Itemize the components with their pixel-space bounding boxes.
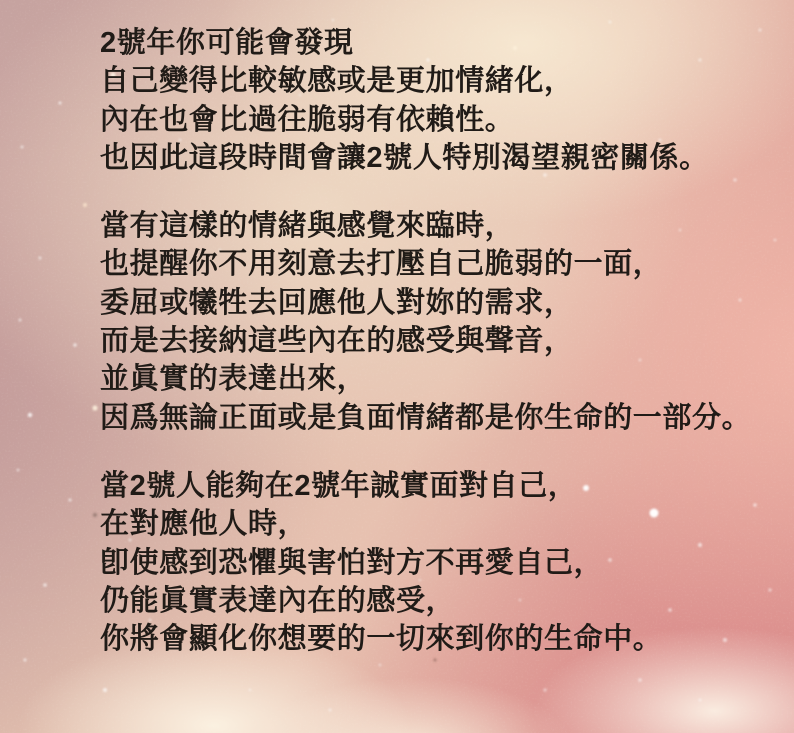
paragraph-3: [100, 467, 760, 658]
text-line: 2號年你可能會發現: [100, 27, 354, 59]
paragraph-2: [100, 207, 760, 437]
text-line: 內在也會比過往脆弱有依賴性。: [100, 103, 515, 136]
text-line: 因爲無論正面或是負面情緒都是你生命的一部分。: [100, 401, 752, 434]
text-line: 也因此這段時間會讓2號人特別渴望親密關係。: [100, 141, 709, 174]
paragraph-1: [100, 24, 760, 177]
text-line: 自己變得比較敏感或是更加情緒化，: [100, 65, 574, 98]
text-block: [100, 24, 760, 658]
text-line: 並眞實的表達出來，: [100, 363, 367, 396]
text-line: 委屈或犧牲去回應他人對妳的需求，: [100, 286, 574, 319]
text-line: 你將會顯化你想要的一切來到你的生命中。: [100, 623, 663, 656]
text-line: 也提醒你不用刻意去打壓自己脆弱的一面，: [100, 248, 663, 281]
text-line: 當2號人能夠在2號年誠實面對自己，: [100, 469, 578, 502]
text-line: 當有這樣的情緒與感覺來臨時，: [100, 210, 515, 243]
text-line: 在對應他人時，: [100, 508, 308, 541]
text-line: 仍能眞實表達內在的感受，: [100, 584, 456, 617]
text-line: 卽使感到恐懼與害怕對方不再愛自己，: [100, 546, 604, 579]
text-line: 而是去接納這些內在的感受與聲音，: [100, 325, 574, 358]
